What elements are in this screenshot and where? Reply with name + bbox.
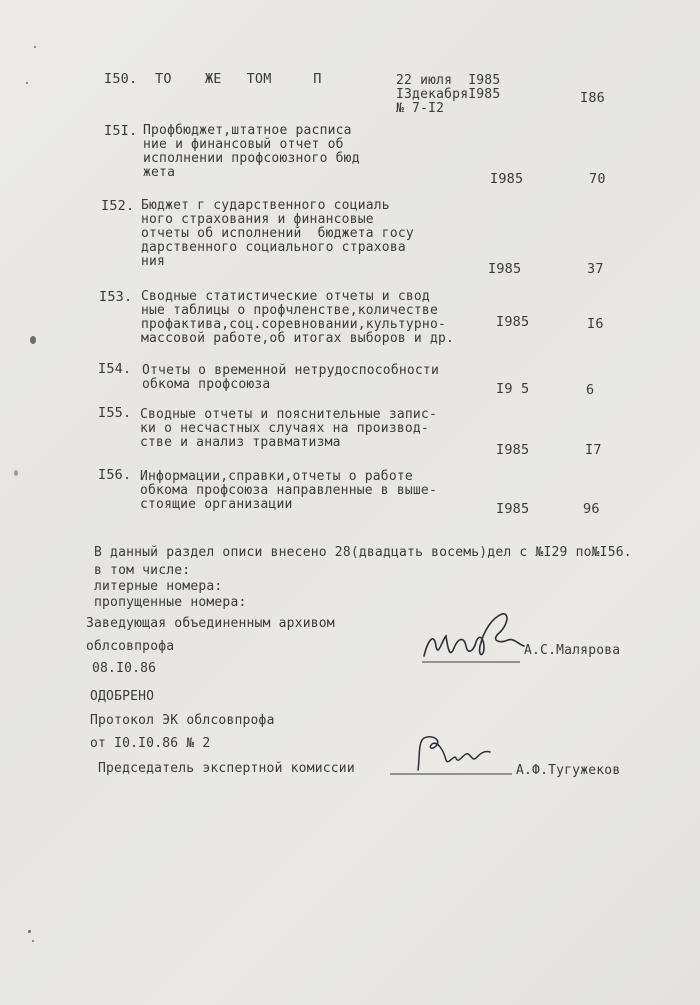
including-label: в том числе: — [94, 563, 191, 578]
case-number: I55. — [98, 405, 132, 421]
case-number: I56. — [98, 467, 132, 483]
case-year: I985 — [496, 442, 530, 458]
chair-name: А.Ф.Тугужеков — [516, 763, 621, 778]
chair-signature — [388, 730, 518, 782]
case-number: I54. — [98, 361, 132, 377]
case-title: Сводные отчеты и пояснительные запис- ки о несчастных случаях на производ- стве и анализ травматизма — [140, 407, 437, 450]
case-number: I53. — [99, 289, 133, 305]
case-number: I52. — [101, 198, 135, 214]
case-pages: I6 — [587, 316, 604, 332]
case-title: Профбюджет,штатное расписа ние и финансовый отчет об исполнении профсоюзного бюд жета — [143, 123, 360, 180]
case-title: Сводные статистические отчеты и свод ные таблицы о профчленстве,количестве профактива,соц.соревновании,культурно- массовой работе,об итогах выборов и др. — [141, 289, 455, 346]
case-number: I50. — [104, 71, 138, 87]
commission-chair-label: Председатель экспертной комиссии — [98, 761, 355, 776]
scan-speck — [34, 46, 36, 48]
protocol-date: от I0.I0.86 № 2 — [90, 736, 211, 751]
case-number: I5I. — [104, 123, 138, 139]
scan-speck — [14, 470, 18, 476]
scan-speck — [32, 940, 34, 942]
case-year: I985 — [490, 171, 524, 187]
case-pages: 70 — [589, 171, 606, 187]
case-pages: 37 — [587, 261, 604, 277]
case-pages: I86 — [580, 90, 605, 106]
case-year: I985 — [496, 501, 530, 517]
archive-head-org: облсовпрофа — [86, 639, 175, 654]
case-year: I9 5 — [496, 381, 530, 397]
archive-head-date: 08.I0.86 — [92, 661, 157, 676]
archive-head-title: Заведующая объединенным архивом — [86, 616, 335, 631]
case-title: ТО ЖЕ ТОМ П — [155, 71, 322, 87]
protocol-label: Протокол ЭК облсовпрофа — [90, 713, 275, 728]
head-signature — [418, 610, 530, 672]
case-pages: 96 — [583, 501, 600, 517]
case-pages: 6 — [586, 382, 595, 398]
case-title: Бюджет г сударственного социаль ного страхования и финансовые отчеты об исполнений бюджета госу дарственного социального страхова ния — [141, 198, 414, 269]
letter-numbers-label: литерные номера: — [94, 579, 223, 594]
scan-speck — [30, 336, 36, 344]
head-name: А.С.Малярова — [524, 643, 621, 658]
case-pages: I7 — [585, 442, 602, 458]
scan-speck — [28, 930, 31, 933]
case-year: I985 — [488, 261, 522, 277]
scan-speck — [26, 82, 28, 84]
case-dates: 22 июля I985 I3декабряI985 № 7-I2 — [396, 73, 501, 116]
case-title: Информации,справки,отчеты о работе обкома профсоюза направленные в выше- стоящие организации — [140, 469, 437, 512]
section-summary: В данный раздел описи внесено 28(двадцать восемь)дел с №I29 по№I56. — [94, 545, 632, 560]
missing-numbers-label: пропущенные номера: — [94, 595, 247, 610]
case-year: I985 — [496, 314, 530, 330]
case-title: Отчеты о временной нетрудоспособности обкома профсоюза — [142, 363, 439, 392]
approved-label: ОДОБРЕНО — [90, 689, 155, 704]
